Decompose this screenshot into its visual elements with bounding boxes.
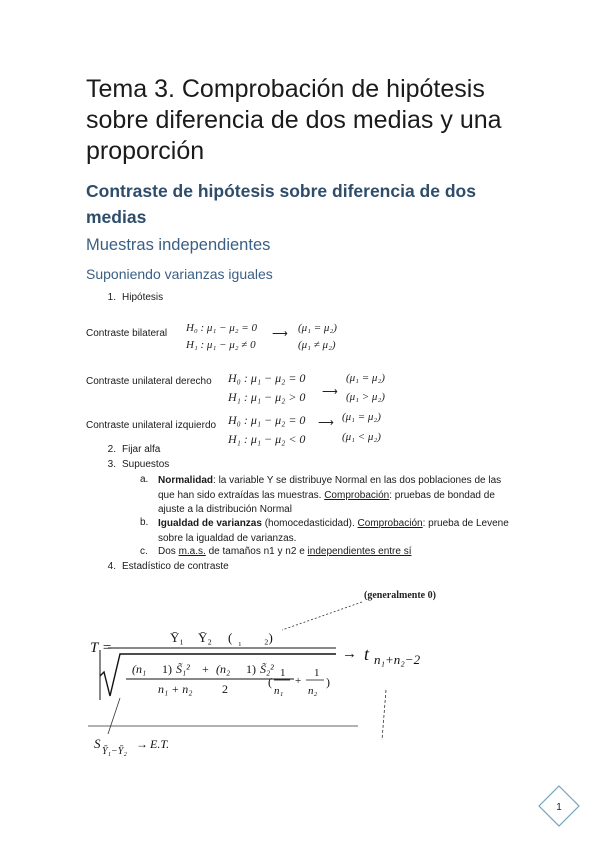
underlined-term: Comprobación: [324, 489, 390, 501]
et-label: E.T.: [150, 737, 170, 751]
h1-formula: H₁ : μ₁ − μ₂ ≠ 0: [186, 339, 256, 351]
pointer-line: [282, 602, 362, 630]
supuesto-igualdad: [158, 517, 514, 546]
s2-squared: S̃₂²: [260, 662, 274, 676]
result-h0: (μ₁ = μ₂): [346, 372, 385, 384]
subsection-heading: Muestras independientes: [86, 236, 271, 254]
list-item-supuestos: [96, 459, 169, 470]
test-statistic-formula: [86, 580, 506, 766]
page-number-badge: [537, 784, 581, 828]
two: 2: [222, 682, 228, 696]
frac-close: ): [326, 675, 330, 689]
supuesto-mas: [158, 546, 514, 557]
derecho-results: [346, 369, 385, 407]
h0-formula: H₀ : μ₁ − μ₂ = 0: [186, 322, 257, 334]
list-text: Hipótesis: [122, 292, 164, 303]
open-paren: (: [228, 630, 233, 645]
se-pointer: [108, 698, 120, 734]
subsubsection-heading: Suponiendo varianzas iguales: [86, 266, 273, 282]
list-item-alfa: [96, 444, 160, 455]
plus-2: +: [295, 675, 302, 687]
mu1-sub: ₁: [238, 635, 242, 647]
result-h1: (μ₁ ≠ μ₂): [298, 339, 336, 351]
contrast-bilateral-label: Contraste bilateral: [86, 328, 168, 339]
ybar2: Ȳ₂: [198, 630, 212, 645]
sub-letter: c.: [140, 546, 148, 557]
arrow-icon: →: [136, 737, 148, 751]
t-dist: t: [364, 644, 370, 664]
result-h1: (μ₁ < μ₂): [342, 431, 381, 443]
arrow-icon: →: [342, 646, 357, 662]
list-text: Fijar alfa: [122, 444, 161, 455]
t-symbol: T =: [90, 640, 112, 656]
bilateral-hypotheses: [186, 320, 257, 354]
se-label: S: [94, 736, 101, 751]
text: : la variable Y se distribuye Normal en las dos poblaciones de las que han sido extraídas las muestras.: [158, 475, 502, 501]
h0-formula: H₀ : μ₁ − μ₂ = 0: [228, 413, 306, 427]
bilateral-results: [298, 320, 337, 354]
text: de tamaños n1 y n2 e: [205, 546, 308, 557]
arrow-icon: ⟶: [272, 328, 288, 340]
n1: n₁: [274, 685, 284, 697]
page-title: Tema 3. Comprobación de hipótesis sobre diferencia de dos medias y una proporción: [86, 75, 502, 165]
frac-open: (: [268, 675, 272, 689]
list-text: Estadístico de contraste: [122, 561, 229, 572]
text: (homocedasticidad).: [261, 518, 358, 529]
result-h0: (μ₁ = μ₂): [298, 322, 337, 334]
degrees-of-freedom: n₁+n₂−2: [374, 652, 421, 667]
denominator: n₁ + n₂: [158, 682, 193, 696]
izquierdo-hypotheses: [228, 411, 305, 449]
list-number: 2.: [107, 444, 116, 455]
result-h0: (μ₁ = μ₂): [342, 411, 381, 423]
contrast-derecho-label: Contraste unilateral derecho: [86, 376, 212, 387]
result-h1: (μ₁ > μ₂): [346, 391, 385, 403]
supuesto-normalidad: [158, 474, 514, 518]
dashed-pointer: [382, 690, 386, 740]
ybar1: Ȳ₁: [170, 630, 184, 645]
section-heading: Contraste de hipótesis sobre diferencia de dos medias: [86, 181, 476, 227]
sub-letter: b.: [140, 517, 149, 528]
minus-one-2: 1): [246, 662, 256, 676]
one-a: 1: [280, 667, 286, 679]
list-number: 4.: [107, 561, 116, 572]
text: Dos: [158, 546, 179, 557]
generalmente-label: (generalmente 0): [364, 590, 436, 601]
arrow-icon: ⟶: [318, 417, 334, 429]
list-number: 1.: [107, 292, 116, 303]
mu2-sub: ₂): [264, 630, 273, 645]
bold-term: Igualdad de varianzas: [158, 518, 262, 529]
derecho-hypotheses: [228, 369, 305, 407]
list-text: Supuestos: [122, 459, 170, 470]
plus-sign: +: [202, 662, 209, 676]
h0-formula: H₀ : μ₁ − μ₂ = 0: [228, 371, 306, 385]
text: : pruebas de bondad de ajuste a la distribución Normal: [158, 489, 495, 515]
list-number: 3.: [107, 459, 116, 470]
arrow-icon: ⟶: [322, 386, 338, 398]
se-subscript: Ȳ₁−Ȳ₂: [102, 746, 127, 757]
n2: n₂: [308, 685, 318, 697]
izquierdo-results: [342, 407, 381, 447]
one-b: 1: [314, 667, 320, 679]
n1-paren: (n₁: [132, 662, 147, 676]
underlined-term: m.a.s.: [178, 546, 206, 557]
h1-formula: H₁ : μ₁ − μ₂ < 0: [228, 432, 306, 446]
list-item-estadistico: [96, 561, 229, 572]
sub-letter: a.: [140, 474, 149, 485]
n2-paren: (n₂: [216, 662, 231, 676]
s1-squared: S̃₁²: [176, 662, 190, 676]
h1-formula: H₁ : μ₁ − μ₂ > 0: [228, 390, 306, 404]
underlined-term: Comprobación: [357, 518, 423, 529]
page-number: 1: [556, 802, 562, 813]
contrast-izquierdo-label: Contraste unilateral izquierdo: [86, 420, 217, 431]
bold-term: Normalidad: [158, 475, 214, 486]
minus-one-1: 1): [162, 662, 172, 676]
underlined-term: independientes entre sí: [307, 546, 412, 557]
text: : prueba de Levene sobre la igualdad de varianzas.: [158, 518, 509, 544]
list-item-hipotesis: [96, 292, 163, 303]
